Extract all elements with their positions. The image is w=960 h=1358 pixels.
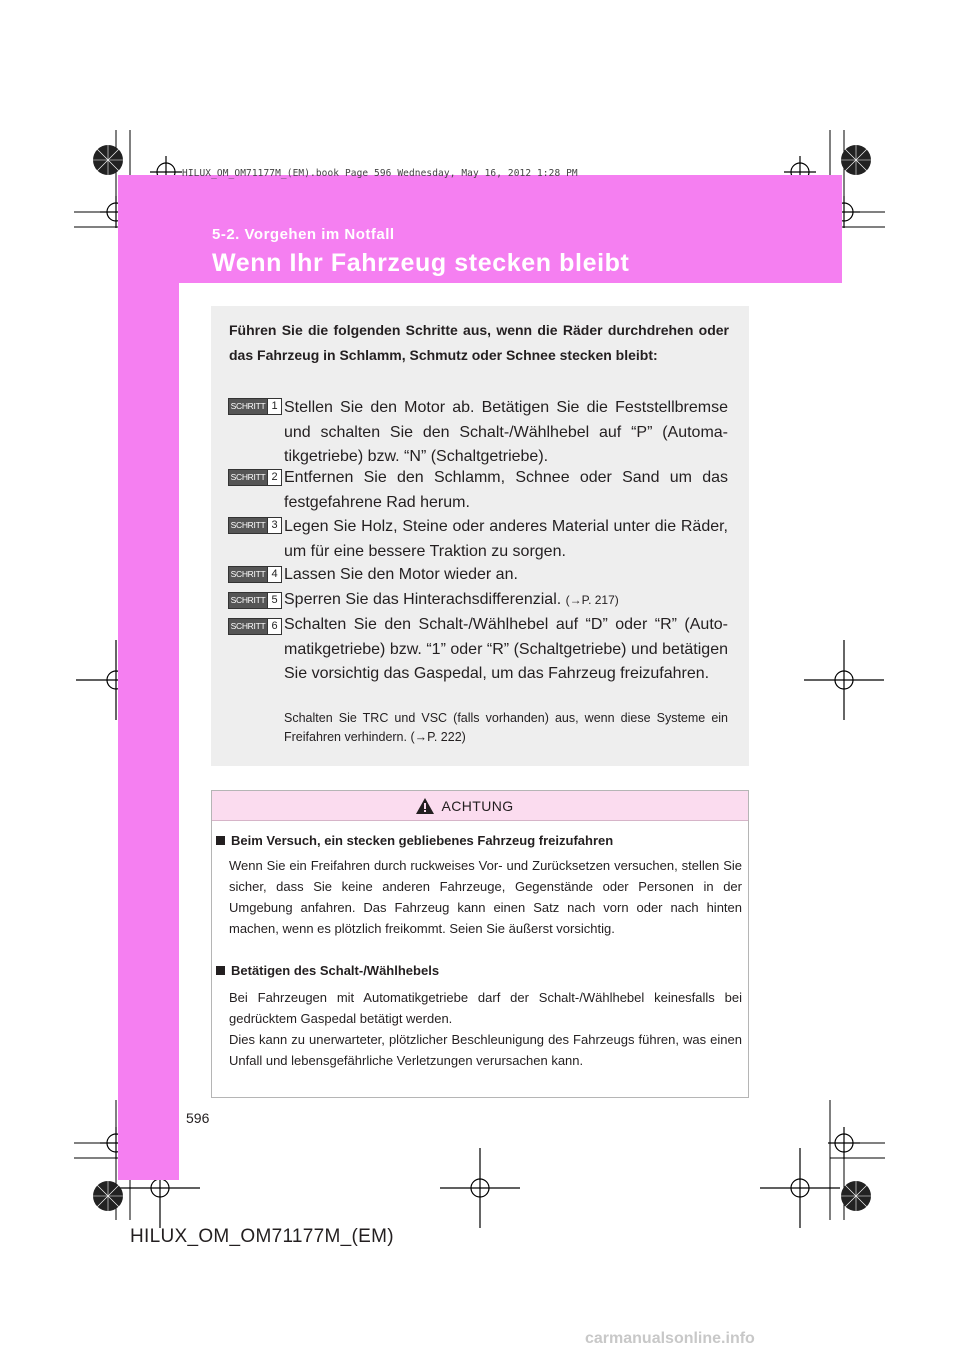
step-badge — [228, 469, 282, 486]
step-word: SCHRITT — [229, 470, 267, 485]
page-reference-link[interactable]: (→P. 217) — [565, 593, 619, 607]
page-title: Wenn Ihr Fahrzeug stecken bleibt — [212, 249, 630, 277]
step-badge — [228, 618, 282, 635]
file-stamp: HILUX_OM_OM71177M_(EM).book Page 596 Wednesday, May 16, 2012 1:28 PM — [182, 168, 578, 179]
step-badge — [228, 566, 282, 583]
warning-title: ACHTUNG — [441, 797, 514, 814]
step-text: Lassen Sie den Motor wieder an. — [284, 566, 518, 583]
warning-item-heading-text: Beim Versuch, ein stecken gebliebenes Fahrzeug freizufahren — [231, 833, 614, 848]
step-number: 5 — [267, 593, 281, 608]
step-text: Entfernen Sie den Schlamm, Schnee oder Sand um das festgefahrene Rad herum. — [284, 469, 728, 511]
procedure-intro: Führen Sie die folgenden Schritte aus, wenn die Räder durchdrehen oder das Fahrzeug in Schlamm, Schmutz oder Schnee stecken bleibt: — [229, 322, 729, 363]
step-number: 4 — [267, 567, 281, 582]
watermark: carmanualsonline.info — [585, 1330, 755, 1347]
step-text — [284, 588, 728, 613]
step-word: SCHRITT — [229, 619, 267, 634]
page-number: 596 — [186, 1110, 210, 1126]
step-text-main: Sperren Sie das Hinterachsdifferenzial. — [284, 591, 562, 608]
procedure-note: Schalten Sie TRC und VSC (falls vorhanden) aus, wenn diese Systeme ein Freifahren verhindern. (→P. 222) — [284, 711, 728, 744]
warning-item-heading — [216, 963, 439, 978]
step-text: Stellen Sie den Motor ab. Betätigen Sie die Feststellbremse und schalten Sie den Schalt-/Wählhebel auf “P” (Automatikgetriebe) bzw. “N” (Schaltgetriebe). — [284, 399, 728, 465]
warning-item-heading — [216, 833, 613, 848]
bullet-square-icon — [216, 966, 225, 975]
sidebar-band — [118, 283, 179, 1180]
warning-header — [212, 791, 748, 821]
step-badge — [228, 592, 282, 609]
step-text: Legen Sie Holz, Steine oder anderes Material unter die Räder, um für eine bessere Traktion zu sorgen. — [284, 518, 728, 560]
step-word: SCHRITT — [229, 593, 267, 608]
step-number: 3 — [267, 518, 281, 533]
document-code: HILUX_OM_OM71177M_(EM) — [130, 1226, 394, 1247]
bullet-square-icon — [216, 836, 225, 845]
warning-item-body: Dies kann zu unerwarteter, plötzlicher Beschleunigung des Fahrzeugs führen, was einen Unfall und lebensgefährliche Verletzungen verursachen kann. — [229, 1032, 742, 1068]
step-badge — [228, 398, 282, 415]
warning-item-body: Wenn Sie ein Freifahren durch ruckweises Vor- und Zurücksetzen versuchen, stellen Sie sicher, dass Sie keine anderen Fahrzeuge, Gegenstände oder Personen in der Umgebung anfahren. Das Fahrzeug kann einen Satz nach vorn oder nach hinten machen, wenn es plötzlich freikommt. Seien Sie äußerst vorsichtig. — [229, 858, 742, 936]
warning-item-body: Bei Fahrzeugen mit Automatikgetriebe darf der Schalt-/Wählhebel keinesfalls bei gedrücktem Gaspedal betätigt werden. — [229, 990, 742, 1026]
step-word: SCHRITT — [229, 567, 267, 582]
step-word: SCHRITT — [229, 399, 267, 414]
step-text: Schalten Sie den Schalt-/Wählhebel auf “D” oder “R” (Automatikgetriebe) bzw. “1” oder “R” (Schaltgetriebe) und betätigen Sie vorsichtig das Gaspedal, um das Fahrzeug freizufahren. — [284, 616, 728, 682]
warning-item-heading-text: Betätigen des Schalt-/Wählhebels — [231, 963, 440, 978]
step-badge — [228, 517, 282, 534]
warning-triangle-icon — [416, 798, 434, 814]
step-number: 1 — [267, 399, 281, 414]
section-label: 5-2. Vorgehen im Notfall — [212, 226, 395, 243]
step-word: SCHRITT — [229, 518, 267, 533]
step-number: 6 — [267, 619, 281, 634]
step-number: 2 — [267, 470, 281, 485]
